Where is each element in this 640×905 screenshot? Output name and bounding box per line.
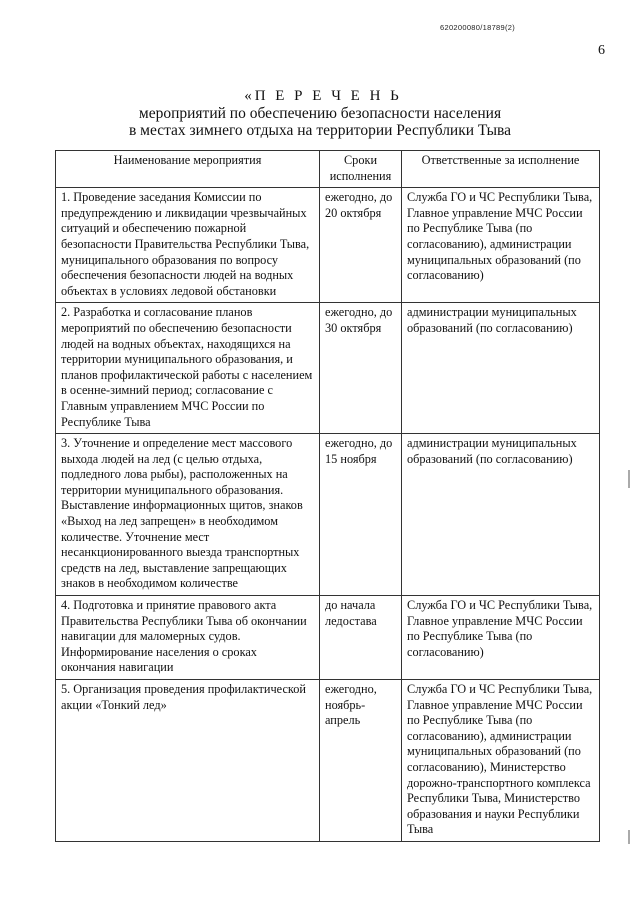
- cell-responsible: Служба ГО и ЧС Республики Тыва, Главное управление МЧС России по Республике Тыва (по согласованию): [402, 596, 600, 680]
- page-number: 6: [598, 43, 605, 58]
- cell-measure: 2. Разработка и согласование планов мероприятий по обеспечению безопасности людей на водных объектах, находящихся на территории муниципального образования, и планов профилактической работы с населением в осенне-зимний период; согласование с Главным управлением МЧС России по Республике Тыва: [56, 303, 320, 434]
- scan-edge-mark: [628, 470, 630, 488]
- cell-responsible: администрации муниципальных образований (по согласованию): [402, 434, 600, 596]
- cell-measure: 4. Подготовка и принятие правового акта Правительства Республики Тыва об окончании навигации для маломерных судов. Информирование населения о сроках окончания навигации: [56, 596, 320, 680]
- cell-responsible: администрации муниципальных образований (по согласованию): [402, 303, 600, 434]
- title-line-3: в местах зимнего отдыха на территории Республики Тыва: [128, 122, 512, 139]
- header-responsible: Ответственные за исполнение: [402, 151, 600, 188]
- cell-term: ежегодно, ноябрь-апрель: [320, 680, 402, 842]
- title-line-1: «П Е Р Е Ч Е Н Ь: [244, 88, 402, 104]
- cell-term: ежегодно, до 20 октября: [320, 188, 402, 303]
- table-row: [56, 188, 600, 303]
- table-row: [56, 303, 600, 434]
- table-row: [56, 434, 600, 596]
- document-id: 620200080/18789(2): [440, 23, 516, 32]
- table-row: [56, 596, 600, 680]
- header-name: Наименование мероприятия: [56, 151, 320, 188]
- cell-measure: 1. Проведение заседания Комиссии по предупреждению и ликвидации чрезвычайных ситуаций и обеспечению пожарной безопасности Правительства Республики Тыва, муниципального образования по вопросу обеспечения безопасности людей на водных объектах в условиях ледовой обстановки: [56, 188, 320, 303]
- cell-term: ежегодно, до 30 октября: [320, 303, 402, 434]
- title-line-2: мероприятий по обеспечению безопасности населения: [138, 105, 502, 122]
- table-row: [56, 680, 600, 842]
- cell-term: ежегодно, до 15 ноября: [320, 434, 402, 596]
- header-term: Сроки исполнения: [320, 151, 402, 188]
- table-header-row: [56, 151, 600, 188]
- cell-term: до начала ледостава: [320, 596, 402, 680]
- document-title: [0, 88, 640, 139]
- cell-measure: 3. Уточнение и определение мест массового выхода людей на лед (с целью отдыха, подледного лова рыбы), расположенных на территории муниципального образования. Выставление информационных щитов, знаков «Выход на лед запрещен» в необходимом количестве. Уточнение мест несанкционированного выезда транспортных средств на лед, выставление запрещающих знаков в необходимом количестве: [56, 434, 320, 596]
- measures-table: [55, 150, 600, 842]
- scan-edge-mark: [628, 830, 630, 844]
- cell-responsible: Служба ГО и ЧС Республики Тыва, Главное управление МЧС России по Республике Тыва (по согласованию), администрации муниципальных образований (по согласованию), Министерство дорожно-транспортного комплекса Республики Тыва, Министерство образования и науки Республики Тыва: [402, 680, 600, 842]
- cell-responsible: Служба ГО и ЧС Республики Тыва, Главное управление МЧС России по Республике Тыва (по согласованию), администрации муниципальных образований (по согласованию): [402, 188, 600, 303]
- cell-measure: 5. Организация проведения профилактической акции «Тонкий лед»: [56, 680, 320, 842]
